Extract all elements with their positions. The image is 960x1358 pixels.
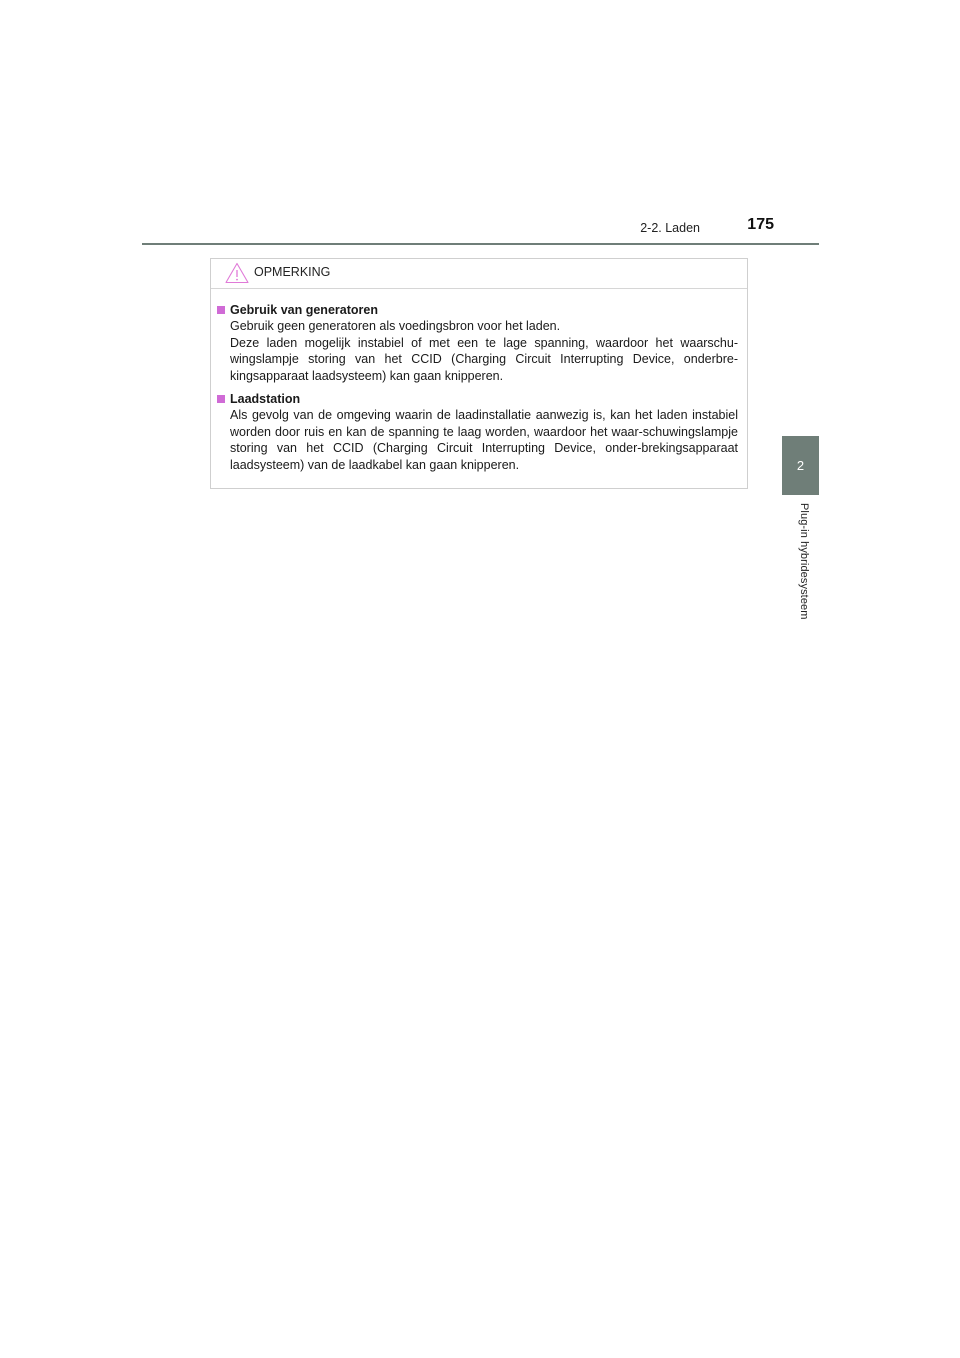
item-heading: [217, 302, 738, 318]
notice-body: [211, 289, 747, 473]
square-bullet-icon: [217, 395, 225, 403]
chapter-title: Plug-in hybridesysteem: [798, 503, 810, 620]
page-number: 175: [747, 216, 774, 233]
square-bullet-icon: [217, 306, 225, 314]
section-label: 2-2. Laden: [640, 221, 700, 235]
item-heading-text: Gebruik van generatoren: [230, 303, 378, 317]
chapter-tab: [782, 436, 819, 495]
item-text: [230, 318, 738, 384]
notice-item: [217, 391, 738, 473]
warning-triangle-icon: [225, 262, 249, 284]
item-heading: [217, 391, 738, 407]
notice-title: OPMERKING: [254, 265, 331, 279]
item-paragraph: Gebruik geen generatoren als voedingsbron voor het laden.: [230, 319, 561, 333]
header-rule: [142, 243, 819, 245]
item-paragraph: Als gevolg van de omgeving waarin de laadinstallatie aanwezig is, kan het laden instabiel worden door ruis en kan de spanning te laag worden, waardoor het waar-schuwingslampje storing van het CCID (Charging Circuit Interrupting Device, onder-brekingsapparaat laadsysteem) van de laadkabel kan gaan knipperen.: [230, 408, 738, 472]
notice-item: [217, 302, 738, 384]
item-paragraph: Deze laden mogelijk instabiel of met een te lage spanning, waardoor het waarschu-wingslampje storing van het CCID (Charging Circuit Interrupting Device, onderbre-kingsapparaat laadsysteem) kan gaan knipperen.: [230, 335, 738, 383]
notice-box: [210, 258, 748, 489]
chapter-number: 2: [796, 458, 805, 473]
notice-header: [211, 259, 747, 289]
item-heading-text: Laadstation: [230, 392, 301, 406]
item-text: [230, 407, 738, 473]
